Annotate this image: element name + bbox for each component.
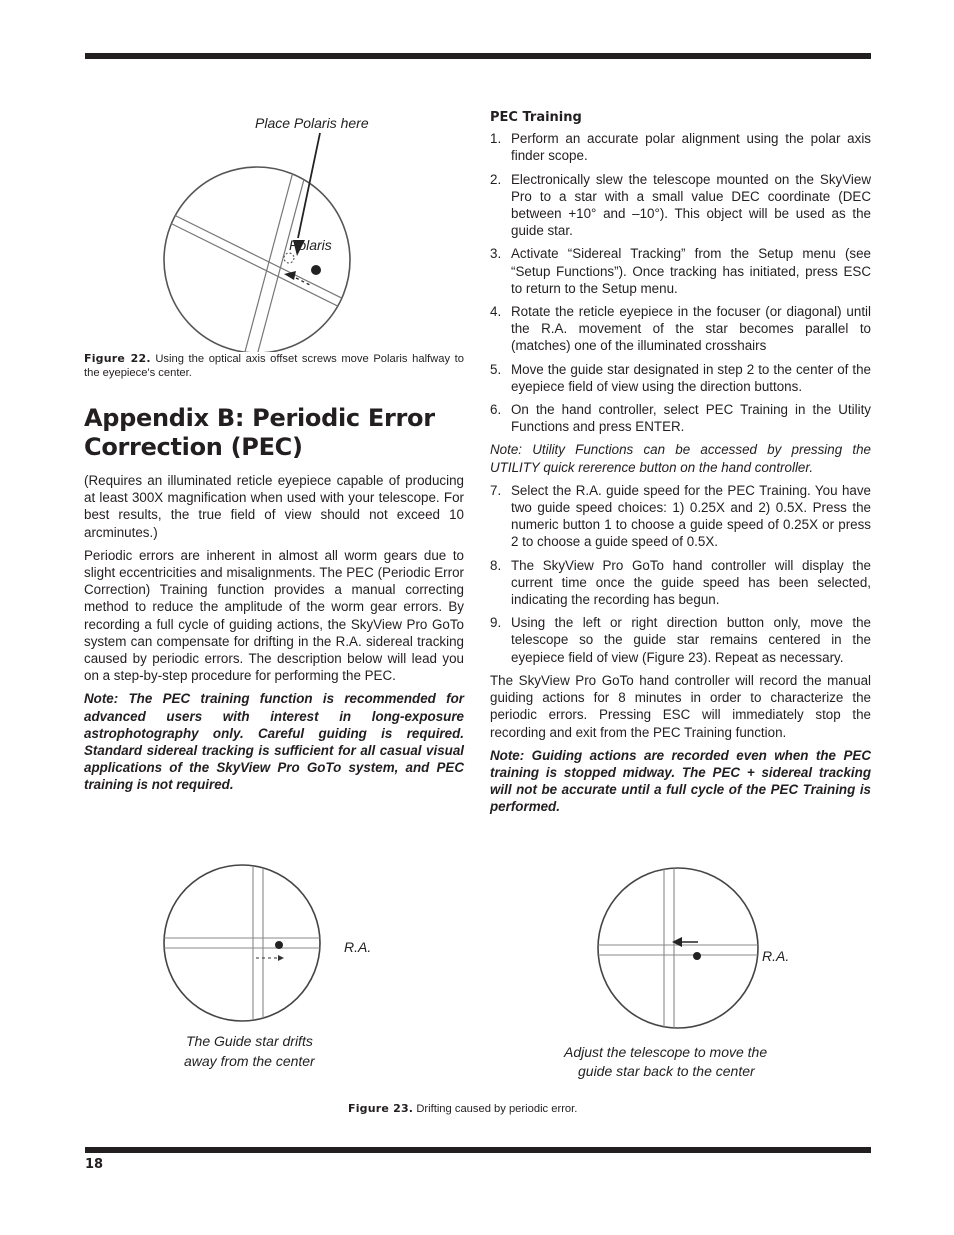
pec-step-text: Electronically slew the telescope mounted on the SkyView Pro to a star with a small value DEC coordinate (DEC between +10° and –10°). This object will be used as the guide star.	[511, 171, 871, 239]
pec-step	[490, 245, 871, 297]
pec-step	[490, 130, 871, 164]
pec-training-heading: PEC Training	[490, 110, 582, 125]
figure-23-right-caption-line1: Adjust the telescope to move the	[564, 1044, 768, 1060]
crosshair-line	[160, 208, 392, 323]
guide-star	[693, 952, 701, 960]
figure-23-left	[162, 848, 392, 1078]
appendix-title	[84, 404, 464, 462]
pec-step-number: 5.	[490, 361, 502, 377]
pec-step	[490, 482, 871, 551]
pec-step-number: 3.	[490, 246, 502, 262]
figure-23-right-caption-line2: guide star back to the center	[578, 1063, 755, 1079]
pec-step-number: 1.	[490, 131, 502, 147]
pec-step-text: The SkyView Pro GoTo hand controller will display the current time once the guide speed has been selected, indicating the recording has begun.	[511, 557, 871, 608]
ra-label: R.A.	[762, 948, 790, 964]
eyepiece-circle	[164, 865, 320, 1021]
figure-22-caption	[84, 352, 464, 380]
top-rule	[85, 53, 871, 59]
right-column	[490, 109, 871, 816]
figure-23-caption-text: Drifting caused by periodic error.	[416, 1103, 578, 1115]
pec-step	[490, 303, 871, 355]
pec-closing-note: Note: Guiding actions are recorded even when the PEC training is stopped midway. The PEC + sidereal tracking will not be accurate until a full cycle of the PEC Training is performed.	[490, 747, 871, 815]
appendix-title-line2: Correction (PEC)	[84, 433, 303, 461]
appendix-title-line1: Appendix B: Periodic Error	[84, 404, 435, 432]
pec-step-number: 4.	[490, 304, 502, 320]
eyepiece-circle	[164, 167, 350, 352]
figure-23-label: Figure 23.	[348, 1102, 414, 1115]
left-column	[84, 404, 464, 794]
drift-arrow-head-icon	[278, 955, 284, 961]
pec-step-text: On the hand controller, select PEC Training in the Utility Functions and press ENTER.	[511, 402, 871, 435]
pec-step	[490, 401, 871, 435]
figure-23-right	[540, 850, 810, 1090]
figure-22-label: Figure 22.	[84, 352, 151, 365]
pec-step-text: Activate “Sidereal Tracking” from the Setup menu (see “Setup Functions”). Once tracking has initiated, press ESC to return to the Setup menu.	[511, 246, 871, 296]
pec-step	[490, 557, 871, 609]
page-number: 18	[85, 1157, 104, 1172]
pec-step-number: 2.	[490, 171, 502, 187]
pec-step	[490, 171, 871, 240]
pec-steps-list	[490, 482, 871, 666]
figure-23-left-caption-line2: away from the center	[184, 1053, 315, 1069]
pec-step-text: Using the left or right direction button only, move the telescope so the guide star remains centered in the eyepiece field of view (Figure 23). Repeat as necessary.	[511, 615, 871, 665]
pec-step	[490, 614, 871, 666]
figure-23-left-caption-line1: The Guide star drifts	[186, 1033, 313, 1049]
place-polaris-label: Place Polaris here	[255, 115, 369, 131]
pec-step-text: Perform an accurate polar alignment using the polar axis finder scope.	[511, 131, 871, 164]
pec-step-number: 8.	[490, 557, 502, 573]
figure-23-caption	[348, 1102, 768, 1116]
crosshair-line	[230, 108, 310, 352]
polaris-star	[311, 265, 321, 275]
figure-22	[160, 108, 392, 352]
guide-star	[275, 941, 283, 949]
ra-label: R.A.	[344, 939, 372, 955]
pec-step-text: Move the guide star designated in step 2 to the center of the eyepiece field of view using the direction buttons.	[511, 361, 871, 394]
pec-step-number: 7.	[490, 482, 502, 498]
pec-step-text: Rotate the reticle eyepiece in the focuser (or diagonal) until the R.A. movement of the star becomes parallel to (matches) one of the illuminated crosshairs	[511, 304, 871, 354]
pec-step-text: Select the R.A. guide speed for the PEC Training. You have two guide speed choices: 1) 0.25X and 2) 0.5X. Press the numeric button 1 to choose a guide speed of 0.25X or press 2 to choose a guide speed of 0.5X.	[511, 482, 871, 550]
figure-22-caption-text: Using the optical axis offset screws move Polaris halfway to the eyepiece's center.	[84, 353, 465, 379]
pointer-arrow	[298, 133, 320, 238]
appendix-paragraph: (Requires an illuminated reticle eyepiece capable of producing at least 300X magnification when used with your telescope. For best results, the true field of view should not exceed 10 arcminutes.)	[84, 473, 464, 540]
pec-steps-list	[490, 130, 871, 435]
pec-step	[490, 361, 871, 395]
polaris-label: Polaris	[289, 237, 332, 253]
appendix-note: Note: The PEC training function is recommended for advanced users with interest in long-exposure astrophotography only. Careful guiding is required. Standard sidereal tracking is sufficient for all casual visual applications of the SkyView Pro GoTo system, and PEC training is not required.	[84, 691, 464, 793]
target-position-icon	[284, 253, 294, 263]
pec-closing-paragraph: The SkyView Pro GoTo hand controller will record the manual guiding actions for 8 minutes in order to characterize the periodic errors. Pressing ESC will immediately stop the recording and exit from the PEC Training function.	[490, 672, 871, 740]
pec-step-number: 6.	[490, 402, 502, 418]
appendix-paragraph: Periodic errors are inherent in almost all worm gears due to slight eccentricities and misalignments. The PEC (Periodic Error Correction) Training function provides a manual correcting method to reduce the amplitude of the worm gear errors. By recording a full cycle of guiding actions, the SkyView Pro GoTo system can compensate for drifting in the R.A. sidereal tracking caused by periodic errors. The description below will lead you on a step-by-step procedure for performing the PEC.	[84, 547, 464, 684]
utility-note: Note: Utility Functions can be accessed by pressing the UTILITY quick rererence button on the hand controller.	[490, 442, 871, 475]
eyepiece-circle	[598, 868, 758, 1028]
bottom-rule	[85, 1147, 871, 1153]
pec-step-number: 9.	[490, 615, 502, 631]
